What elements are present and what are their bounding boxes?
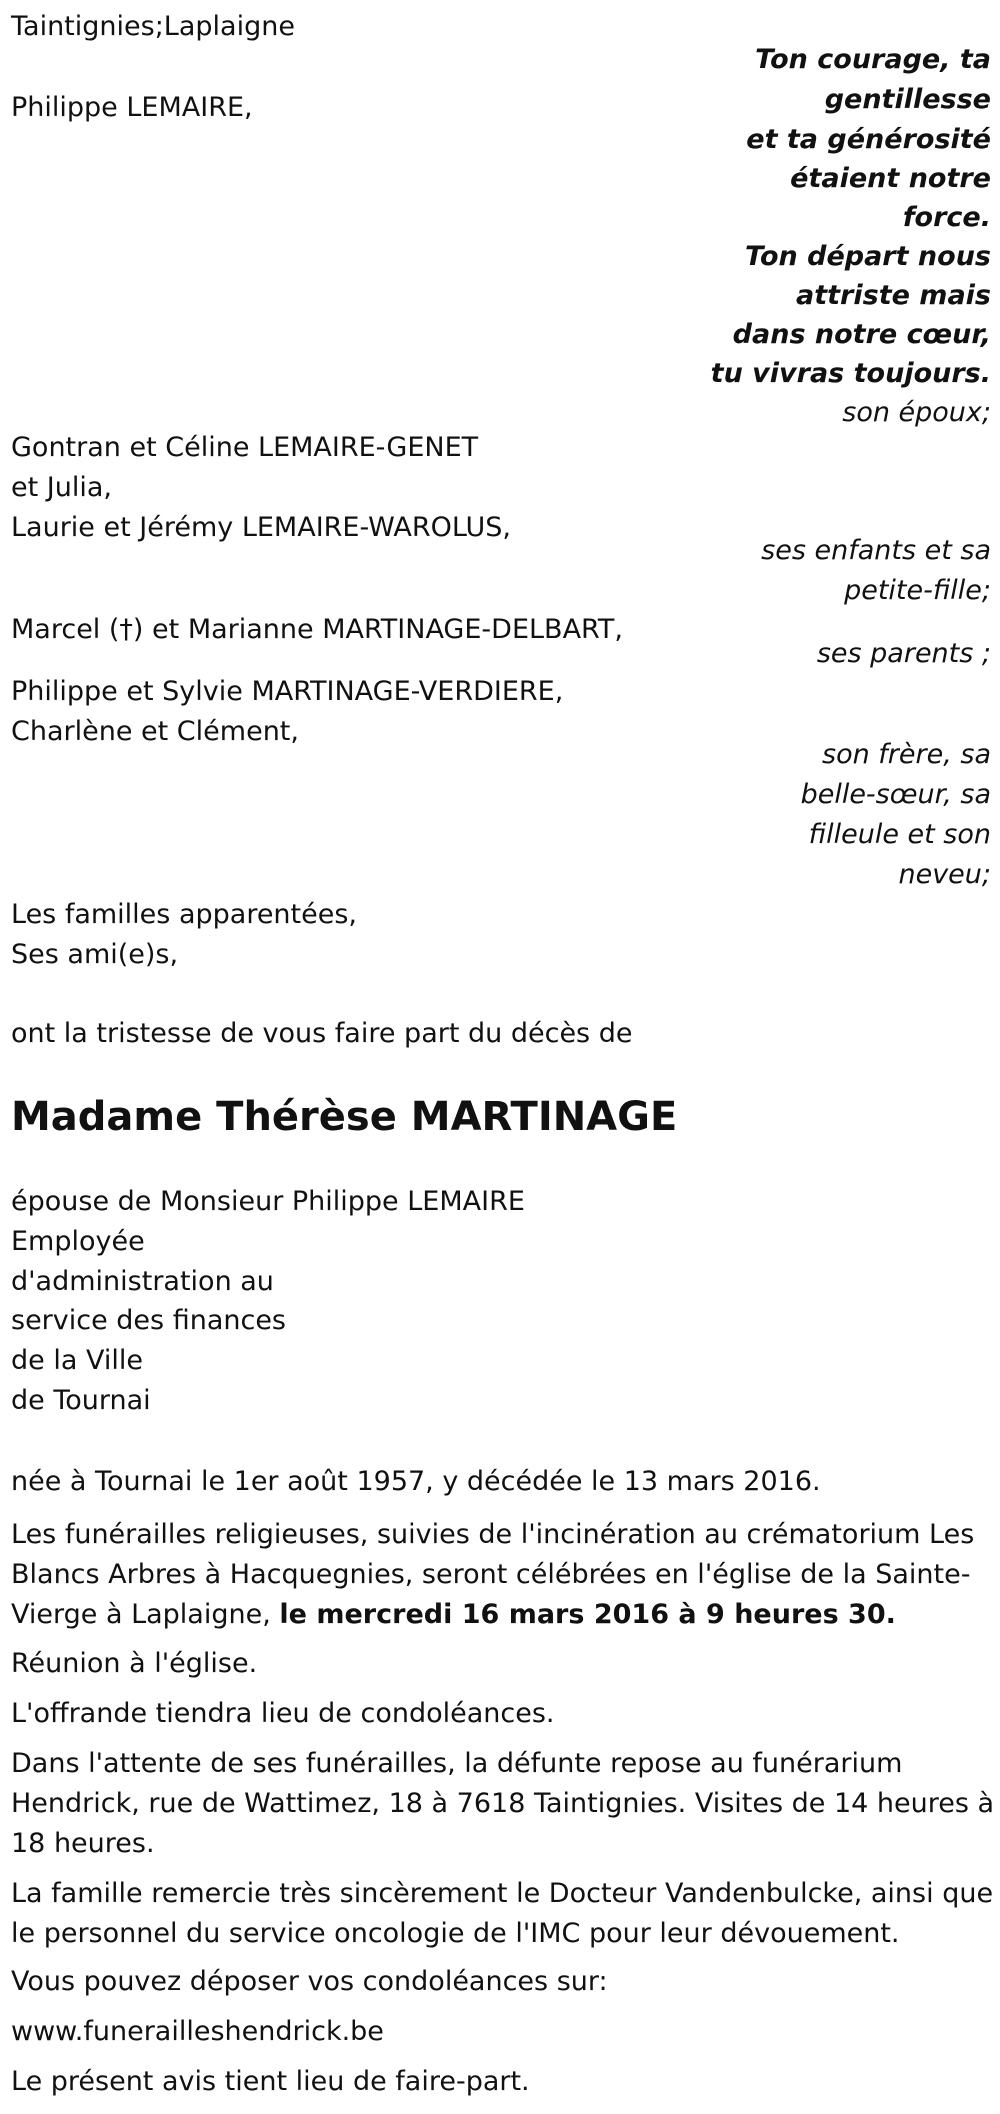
deceased-detail: épouse de Monsieur Philippe LEMAIRE [11, 1186, 525, 1217]
condolences-link[interactable]: www.funerailleshendrick.be [11, 2016, 384, 2047]
spouse-name: Philippe LEMAIRE, [11, 92, 253, 123]
quote-line: attriste mais [796, 280, 991, 311]
quote-line: tu vivras toujours. [710, 358, 991, 389]
quote-line: et ta générosité [746, 124, 991, 155]
funeral-date: le mercredi 16 mars 2016 à 9 heures 30. [279, 1599, 896, 1630]
siblings-line: Philippe et Sylvie MARTINAGE-VERDIERE, [11, 676, 564, 707]
children-line: Gontran et Céline LEMAIRE-GENET [11, 432, 479, 463]
children-relation: ses enfants et sa [761, 535, 991, 566]
children-line: Laurie et Jérémy LEMAIRE-WAROLUS, [11, 512, 512, 543]
funeral-text: Les funérailles religieuses, suivies de l'incinération au crématorium Les Blancs Arbres à Hacquegnies, seront célébrées en l'église de la Sainte-Vierge à Laplaigne, [11, 1519, 975, 1630]
quote-line: force. [902, 202, 991, 233]
quote-line: dans notre cœur, [732, 319, 991, 350]
children-line: et Julia, [11, 472, 112, 503]
deceased-detail: de Tournai [11, 1385, 151, 1416]
quote-line: Ton départ nous [745, 241, 991, 272]
funeral-paragraph [11, 1515, 996, 1635]
note-funerarium: Dans l'attente de ses funérailles, la défunte repose au funérarium Hendrick, rue de Wattimez, 18 à 7618 Taintignies. Visites de 14 heures à 18 heures. [11, 1748, 995, 1859]
quote-line: étaient notre [790, 163, 991, 194]
siblings-relation: filleule et son [808, 819, 991, 850]
deceased-name: Madame Thérèse MARTINAGE [11, 1094, 678, 1140]
siblings-relation: son frère, sa [822, 739, 991, 770]
quote-line: gentillesse [824, 84, 991, 115]
siblings-line: Charlène et Clément, [11, 716, 299, 747]
parents-relation: ses parents ; [816, 638, 991, 669]
note-reunion: Réunion à l'église. [11, 1648, 258, 1679]
deceased-detail: d'administration au [11, 1266, 274, 1297]
family-others-line: Les familles apparentées, [11, 899, 358, 930]
note-faire-part: Le présent avis tient lieu de faire-part. [11, 2066, 530, 2097]
siblings-relation: belle-sœur, sa [800, 779, 991, 810]
quote-line: Ton courage, ta [755, 44, 991, 75]
deceased-detail: de la Ville [11, 1345, 143, 1376]
children-relation: petite-fille; [844, 575, 991, 606]
birth-death: née à Tournai le 1er août 1957, y décédée le 13 mars 2016. [11, 1466, 821, 1497]
location-header: Taintignies;Laplaigne [11, 11, 295, 42]
announcement: ont la tristesse de vous faire part du décès de [11, 1018, 633, 1049]
note-thanks: La famille remercie très sincèrement le Docteur Vandenbulcke, ainsi que le personnel du service oncologie de l'IMC pour leur dévouement. [11, 1878, 994, 1949]
note-condolences: Vous pouvez déposer vos condoléances sur: [11, 1966, 608, 1997]
family-others-line: Ses ami(e)s, [11, 939, 179, 970]
note-offrande: L'offrande tiendra lieu de condoléances. [11, 1698, 555, 1729]
siblings-relation: neveu; [898, 859, 991, 890]
deceased-detail: Employée [11, 1226, 145, 1257]
parents-name: Marcel (†) et Marianne MARTINAGE-DELBART, [11, 614, 623, 645]
deceased-detail: service des finances [11, 1305, 286, 1336]
spouse-relation: son époux; [842, 397, 991, 428]
